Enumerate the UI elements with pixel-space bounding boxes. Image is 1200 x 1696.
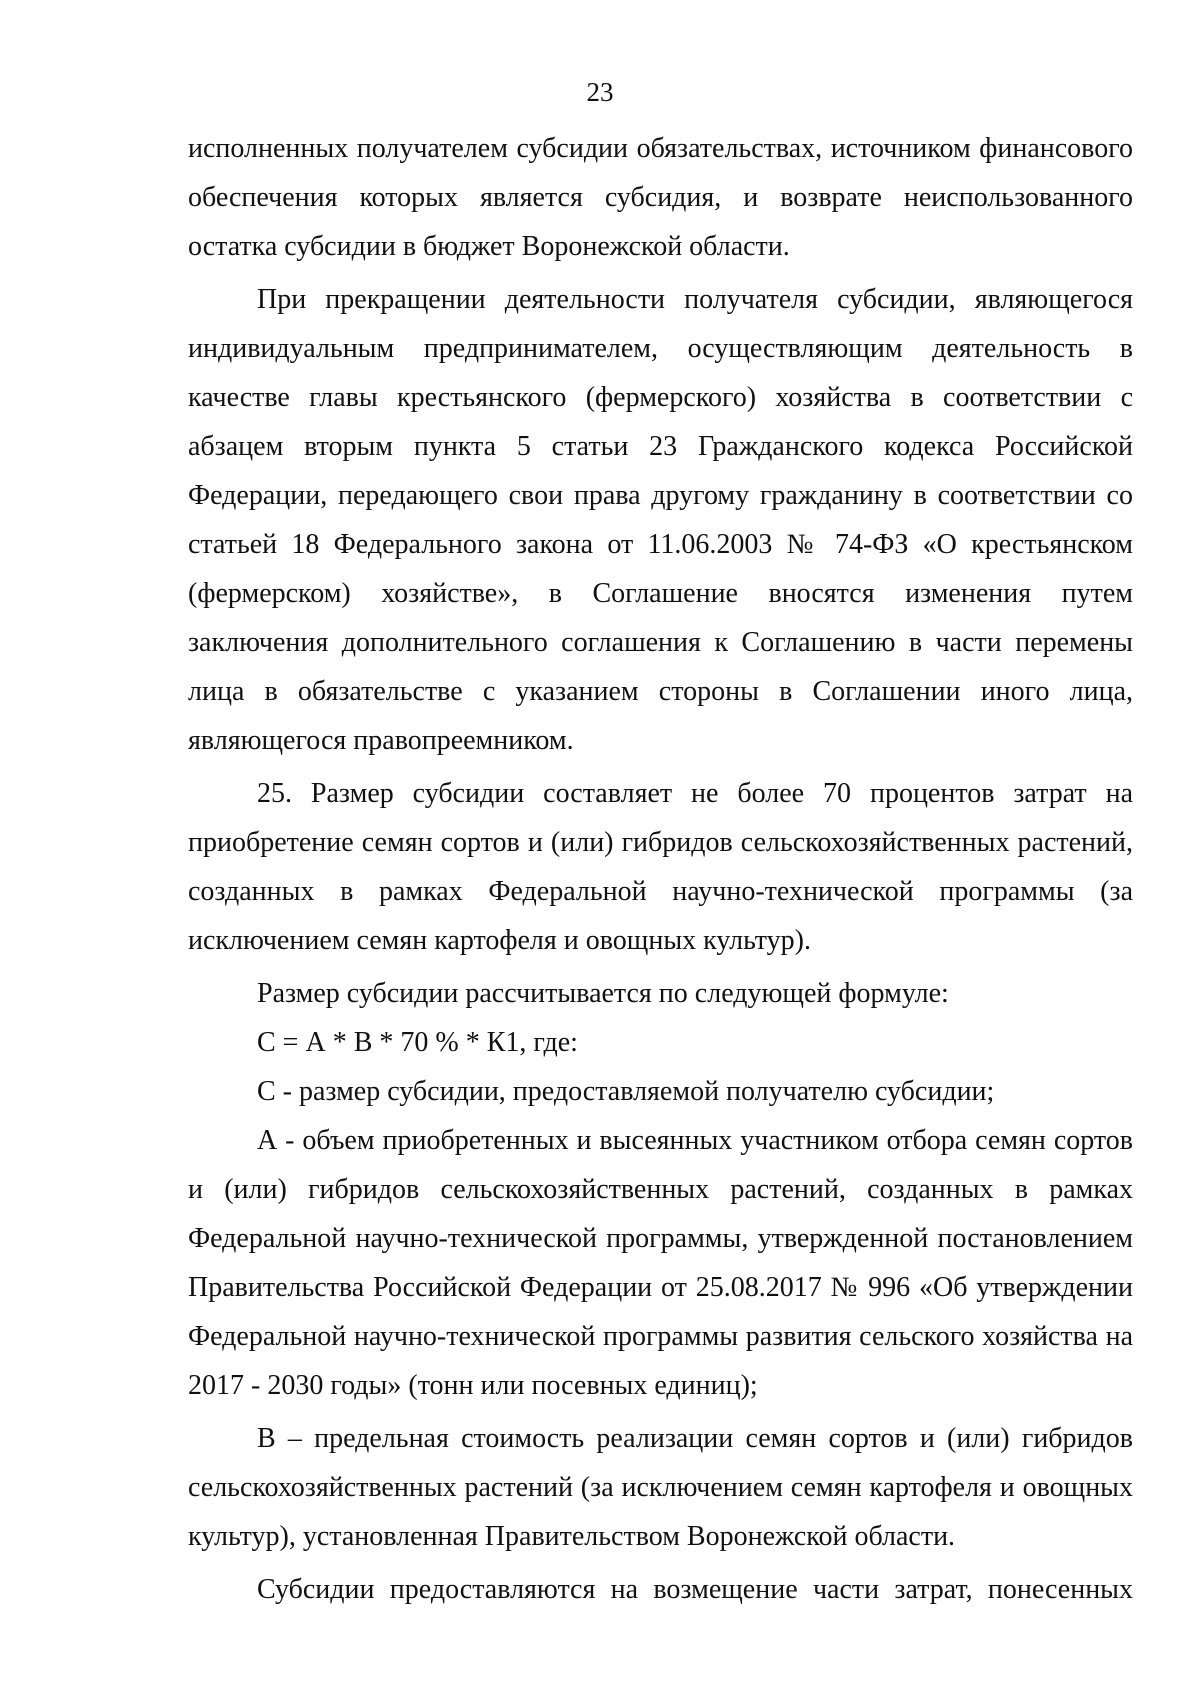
paragraph-continuation: исполненных получателем субсидии обязательствах, источником финансового обеспечения которых является субсидия, и возврате неиспользованного остатка субсидии в бюджет Воронежской области.: [188, 133, 1133, 262]
formula: С = А * В * 70 % * К1, где:: [257, 1027, 578, 1058]
paragraph-definition-a: А - объем приобретенных и высеянных участником отбора семян сортов и (или) гибридов сельскохозяйственных растений, созданных в рамках Федеральной научно-технической программы, утвержденной постановлением Правительства Российской Федерации от 25.08.2017 № 996 «Об утверждении Федеральной научно-технической программы развития сельского хозяйства на 2017 - 2030 годы» (тонн или посевных единиц);: [188, 1125, 1133, 1401]
paragraph-termination-of-activity: При прекращении деятельности получателя субсидии, являющегося индивидуальным предпринимателем, осуществляющим деятельность в качестве главы крестьянского (фермерского) хозяйства в соответствии с абзацем вторым пункта 5 статьи 23 Гражданского кодекса Российской Федерации, передающего свои права другому гражданину в соответствии со статьей 18 Федерального закона от 11.06.2003 № 74-ФЗ «О крестьянском (фермерском) хозяйстве», в Соглашение вносятся изменения путем заключения дополнительного соглашения к Соглашению в части перемены лица в обязательстве с указанием стороны в Соглашении иного лица, являющегося правопреемником.: [188, 284, 1133, 756]
paragraph-subsidies-provided: Субсидии предоставляются на возмещение части затрат, понесенных: [257, 1574, 1133, 1605]
paragraph-formula-intro: Размер субсидии рассчитывается по следующей формуле:: [257, 978, 949, 1009]
page-number: 23: [586, 77, 614, 107]
document-body: [188, 124, 1133, 1614]
paragraph-item-25: 25. Размер субсидии составляет не более 70 процентов затрат на приобретение семян сортов и (или) гибридов сельскохозяйственных растений, созданных в рамках Федеральной научно-технической программы (за исключением семян картофеля и овощных культур).: [188, 778, 1133, 956]
paragraph-definition-c: С - размер субсидии, предоставляемой получателю субсидии;: [257, 1076, 995, 1107]
paragraph-definition-b: В – предельная стоимость реализации семян сортов и (или) гибридов сельскохозяйственных растений (за исключением семян картофеля и овощных культур), установленная Правительством Воронежской области.: [188, 1423, 1133, 1552]
